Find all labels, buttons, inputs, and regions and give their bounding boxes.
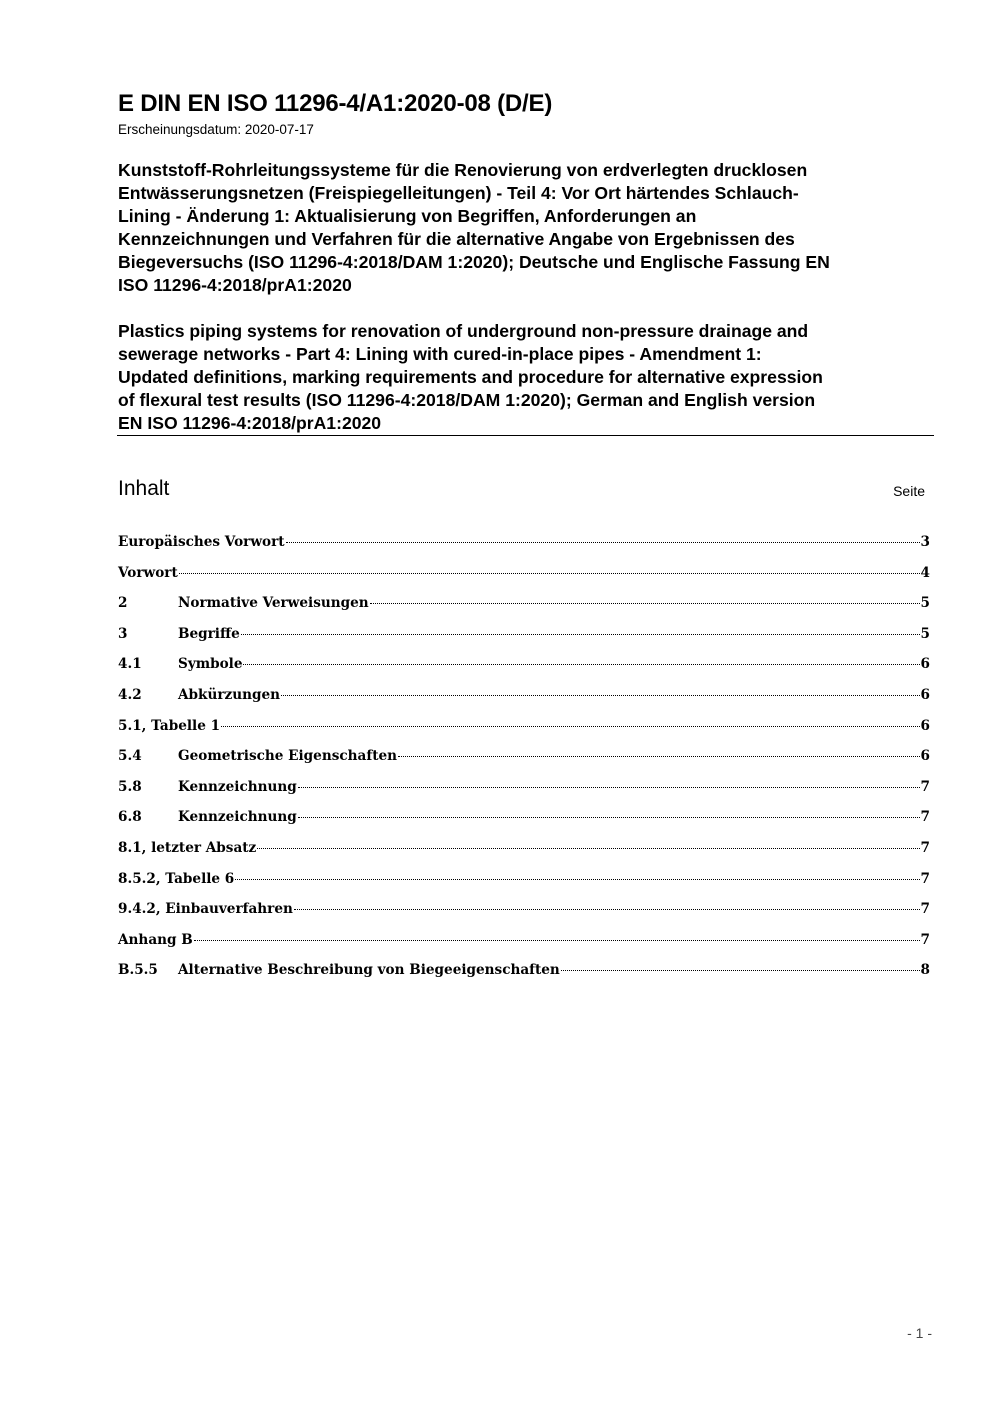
- title-divider: [117, 435, 934, 436]
- toc-entry-title: Europäisches Vorwort: [118, 534, 285, 550]
- toc-entry-geometric-properties[interactable]: [118, 745, 930, 776]
- toc-entry-page: 7: [920, 901, 930, 918]
- toc-entry-abbreviations[interactable]: [118, 684, 930, 715]
- toc-entry-title: Begriffe: [178, 625, 240, 642]
- toc-entry-number: 5.4: [118, 748, 142, 765]
- toc-entry-number: 2: [118, 595, 128, 612]
- toc-entry-title: Normative Verweisungen: [178, 595, 369, 612]
- toc-entry-title: Vorwort: [118, 564, 178, 581]
- toc-entry-title: Geometrische Eigenschaften: [178, 748, 398, 765]
- toc-entry-page: 6: [920, 748, 930, 765]
- toc-dot-leader: [257, 848, 919, 849]
- table-of-contents: [118, 531, 930, 990]
- toc-entry-flexural-properties[interactable]: [118, 959, 930, 990]
- toc-entry-european-foreword[interactable]: [118, 531, 930, 562]
- toc-dot-leader: [298, 817, 920, 818]
- toc-entry-table-1[interactable]: [118, 715, 930, 746]
- toc-entry-title: Kennzeichnung: [178, 778, 297, 795]
- document-number: E DIN EN ISO 11296-4/A1:2020-08 (D/E): [118, 90, 553, 117]
- toc-entry-page: 7: [920, 778, 930, 795]
- toc-entry-marking-5-8[interactable]: [118, 776, 930, 807]
- toc-dot-leader: [398, 756, 920, 757]
- toc-dot-leader: [281, 695, 919, 696]
- toc-entry-terms[interactable]: [118, 623, 930, 654]
- toc-entry-normative-references[interactable]: [118, 592, 930, 623]
- toc-entry-number: 6.8: [118, 809, 142, 826]
- toc-entry-page: 6: [920, 686, 930, 703]
- toc-entry-table-6[interactable]: [118, 868, 930, 899]
- toc-dot-leader: [179, 573, 920, 574]
- toc-entry-page: 8: [920, 962, 930, 979]
- toc-entry-page: 4: [920, 564, 930, 581]
- german-title: Kunststoff-Rohrleitungssysteme für die Renovierung von erdverlegten drucklosen Entwässerungsnetzen (Freispiegelleitungen) - Teil 4: Vor Ort härtendes Schlauch- Lining - Änderung 1: Aktualisierung von Begriffen, Anforderungen an Kennzeichnungen und Verfahren für die alternative Angabe von Ergebnissen des Biegeversuchs (ISO 11296-4:2018/DAM 1:2020); Deutsche und Englische Fassung EN ISO 11296-4:2018/prA1:2020: [118, 160, 830, 295]
- toc-entry-title: Abkürzungen: [178, 686, 281, 703]
- toc-entry-number: 4.2: [118, 686, 142, 703]
- toc-entry-title: 8.5.2, Tabelle 6: [118, 870, 235, 887]
- toc-entry-page: 5: [920, 625, 930, 642]
- toc-entry-page: 5: [920, 595, 930, 612]
- toc-entry-page: 6: [920, 717, 930, 734]
- toc-entry-foreword[interactable]: [118, 562, 930, 593]
- toc-dot-leader: [370, 603, 920, 604]
- toc-entry-title: Anhang B: [118, 931, 193, 948]
- toc-entry-title: Alternative Beschreibung von Biegeeigenschaften: [178, 962, 560, 979]
- toc-dot-leader: [221, 726, 919, 727]
- toc-entry-page: 7: [920, 839, 930, 856]
- toc-dot-leader: [235, 879, 919, 880]
- toc-entry-page: 7: [920, 809, 930, 826]
- toc-entry-installation-method[interactable]: [118, 898, 930, 929]
- toc-dot-leader: [194, 940, 920, 941]
- toc-entry-page: 7: [920, 870, 930, 887]
- toc-entry-number: 5.8: [118, 778, 142, 795]
- toc-entry-title: Symbole: [178, 656, 243, 673]
- toc-entry-title: 8.1, letzter Absatz: [118, 839, 257, 856]
- toc-entry-annex-b[interactable]: [118, 929, 930, 960]
- toc-entry-page: 3: [920, 534, 930, 550]
- toc-entry-title: 9.4.2, Einbauverfahren: [118, 901, 293, 918]
- toc-page-column-label: Seite: [893, 483, 925, 499]
- english-title: Plastics piping systems for renovation of underground non-pressure drainage and sewerage networks - Part 4: Lining with cured-in-place pipes - Amendment 1: Updated definitions, marking requirements and procedure for alternative expression of flexural test results (ISO 11296-4:2018/DAM 1:2020); German and English version EN ISO 11296-4:2018/prA1:2020: [118, 321, 823, 433]
- toc-entry-number: 4.1: [118, 656, 142, 673]
- toc-dot-leader: [298, 787, 920, 788]
- toc-entry-title: 5.1, Tabelle 1: [118, 717, 221, 734]
- toc-entry-page: 6: [920, 656, 930, 673]
- toc-entry-number: B.5.5: [118, 962, 158, 979]
- toc-heading: Inhalt: [118, 477, 170, 500]
- toc-entry-last-paragraph[interactable]: [118, 837, 930, 868]
- toc-dot-leader: [294, 909, 920, 910]
- toc-entry-number: 3: [118, 625, 128, 642]
- toc-entry-title: Kennzeichnung: [178, 809, 297, 826]
- toc-entry-page: 7: [920, 931, 930, 948]
- page-number: - 1 -: [907, 1325, 932, 1341]
- toc-dot-leader: [243, 664, 919, 665]
- toc-dot-leader: [241, 634, 920, 635]
- toc-dot-leader: [286, 542, 920, 543]
- toc-dot-leader: [561, 970, 920, 971]
- publication-date: Erscheinungsdatum: 2020-07-17: [118, 122, 314, 137]
- toc-entry-symbols[interactable]: [118, 653, 930, 684]
- toc-entry-marking-6-8[interactable]: [118, 806, 930, 837]
